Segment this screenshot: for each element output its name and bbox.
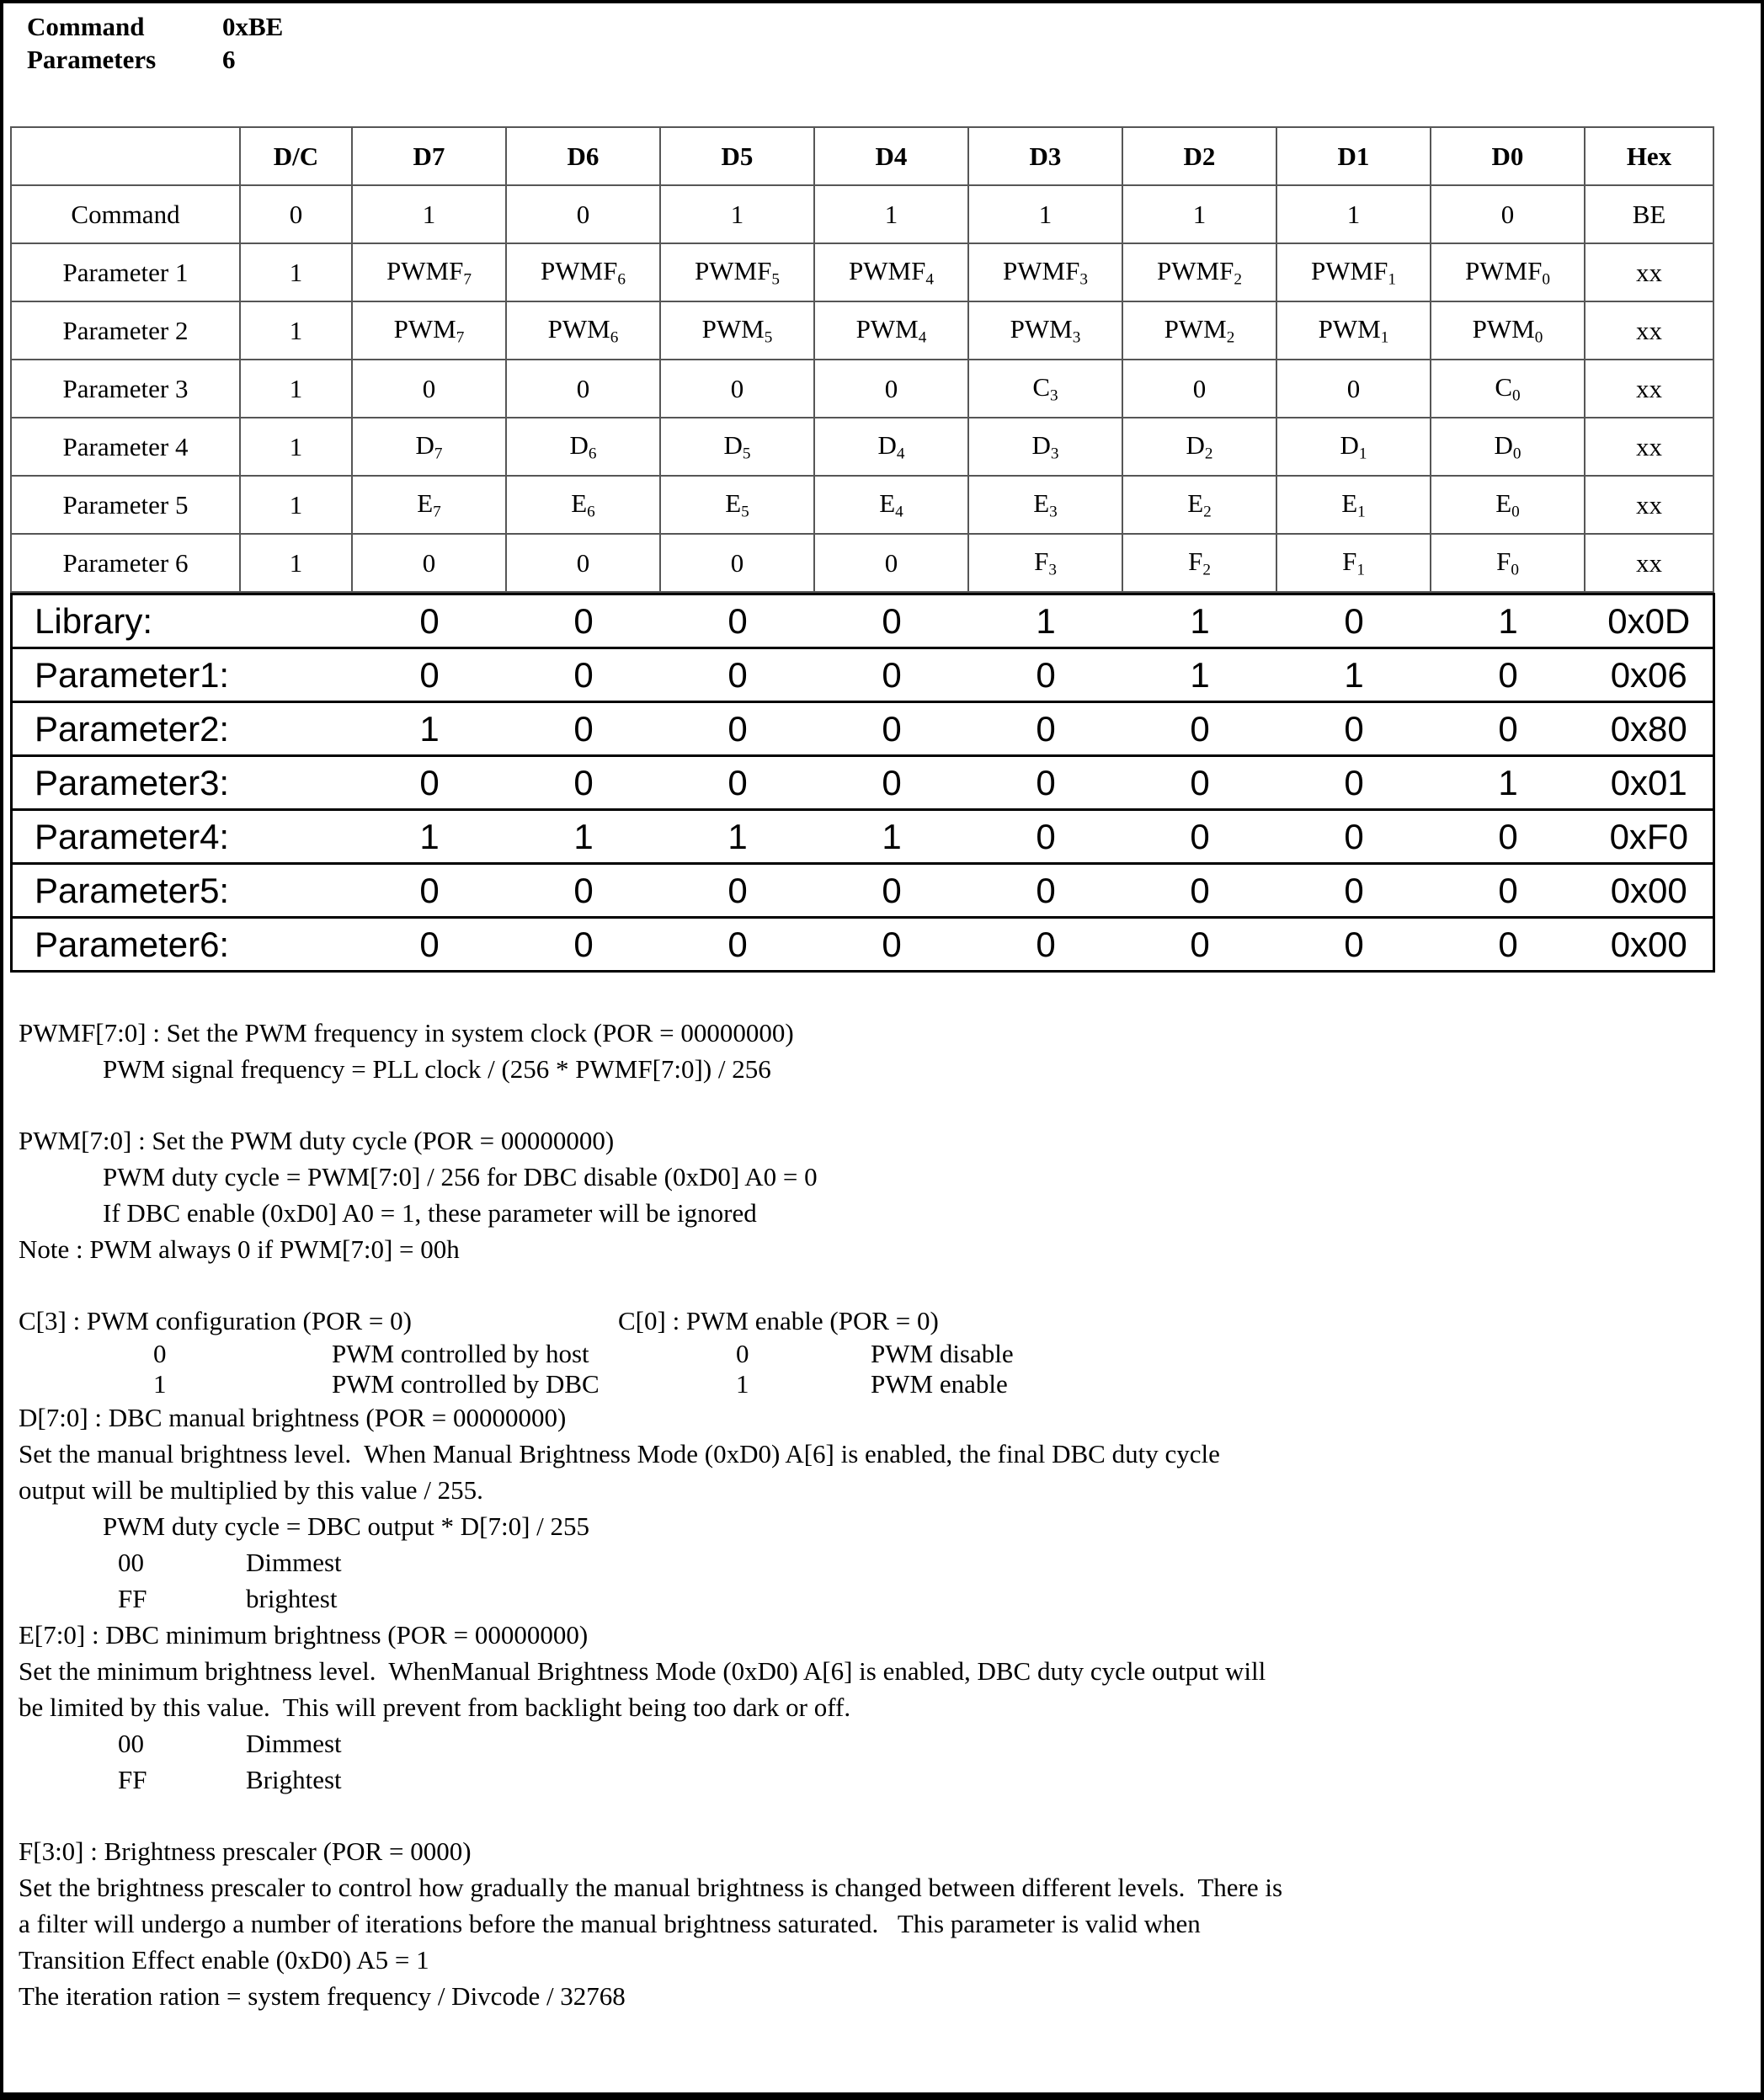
bit-cell: 1 [1122, 185, 1276, 243]
note-section [19, 1015, 1761, 1087]
library-bit-cell: 0 [815, 594, 969, 648]
option-row [618, 1339, 1761, 1369]
bit-cell: $E_3$ [968, 476, 1122, 534]
option-value: 0 [153, 1339, 167, 1368]
bit-cell: $E_2$ [1122, 476, 1276, 534]
option-row [19, 1580, 1761, 1617]
option-row [618, 1369, 1761, 1399]
option-row [19, 1369, 618, 1399]
bit-cell: 1 [660, 185, 814, 243]
command-row [27, 10, 1761, 43]
column-header: D1 [1276, 127, 1431, 185]
note-line: PWMF[7:0] : Set the PWM frequency in system clock (POR = 00000000) [19, 1018, 794, 1047]
library-bit-cell: 1 [353, 810, 507, 864]
bit-cell: 1 [968, 185, 1122, 243]
library-bit-cell: 0 [507, 864, 661, 918]
bit-cell: 0 [506, 534, 660, 592]
library-bit-cell: 1 [1431, 756, 1585, 810]
bit-cell: $E_6$ [506, 476, 660, 534]
library-row-label: Parameter1: [12, 648, 353, 702]
library-bit-cell: 0 [815, 756, 969, 810]
parameters-value: 6 [222, 45, 236, 74]
note-line: output will be multiplied by this value / 255. [19, 1475, 483, 1505]
library-bit-cell: 0 [815, 864, 969, 918]
bit-cell: $C_0$ [1431, 360, 1585, 418]
library-row-label: Parameter2: [12, 702, 353, 756]
note-line: be limited by this value. This will prevent from backlight being too dark or off. [19, 1692, 851, 1722]
command-header [3, 3, 1761, 76]
hex-cell: xx [1585, 360, 1713, 418]
bit-cell: $D_7$ [352, 418, 506, 476]
parameters-row [27, 43, 1761, 76]
option-value: 00 [118, 1548, 144, 1577]
library-row-label: Parameter5: [12, 864, 353, 918]
note-line: Note : PWM always 0 if PWM[7:0] = 00h [19, 1234, 460, 1264]
bit-cell: 0 [660, 360, 814, 418]
bit-cell: $PWM_0$ [1431, 301, 1585, 360]
field-title: C[0] : PWM enable (POR = 0) [618, 1306, 939, 1335]
bit-cell: $PWMF_4$ [814, 243, 968, 301]
library-bit-cell: 0 [661, 594, 815, 648]
note-line: Set the brightness prescaler to control how gradually the manual brightness is changed between different levels. There is [19, 1873, 1283, 1902]
table-header-row [11, 127, 1713, 185]
library-bit-cell: 0 [1123, 810, 1277, 864]
bit-cell: 0 [1276, 360, 1431, 418]
note-section [19, 1303, 1761, 1399]
row-label: Command [11, 185, 240, 243]
library-bit-cell: 1 [507, 810, 661, 864]
option-row [19, 1339, 618, 1369]
bit-cell: 1 [1276, 185, 1431, 243]
hex-cell: xx [1585, 476, 1713, 534]
dc-bit-cell: 1 [240, 476, 352, 534]
table-row [11, 243, 1713, 301]
option-label: PWM controlled by host [332, 1339, 589, 1368]
row-label: Parameter 1 [11, 243, 240, 301]
library-row-label: Parameter6: [12, 918, 353, 972]
bit-cell: $D_1$ [1276, 418, 1431, 476]
library-bit-cell: 0 [661, 918, 815, 972]
note-line: D[7:0] : DBC manual brightness (POR = 00000000) [19, 1403, 567, 1432]
library-bit-cell: 1 [353, 702, 507, 756]
library-bit-cell: 1 [1431, 594, 1585, 648]
option-label: Dimmest [246, 1548, 342, 1577]
note-line: The iteration ration = system frequency / Divcode / 32768 [19, 1981, 626, 2011]
option-value: 00 [118, 1729, 144, 1758]
note-section [19, 1122, 1761, 1267]
library-bit-cell: 0 [1431, 702, 1585, 756]
two-column-block [19, 1303, 1761, 1399]
library-hex-cell: 0x0D [1585, 594, 1714, 648]
library-bit-cell: 0 [1277, 756, 1431, 810]
library-bit-cell: 0 [969, 864, 1123, 918]
library-bit-cell: 0 [661, 756, 815, 810]
library-bit-cell: 1 [661, 810, 815, 864]
column-header: D2 [1122, 127, 1276, 185]
library-row-label: Parameter3: [12, 756, 353, 810]
note-section [19, 1833, 1761, 2014]
option-value: 0 [736, 1339, 749, 1368]
library-hex-cell: 0x00 [1585, 864, 1714, 918]
bit-cell: 0 [352, 534, 506, 592]
library-hex-cell: 0x01 [1585, 756, 1714, 810]
library-bit-cell: 1 [1123, 594, 1277, 648]
note-line: F[3:0] : Brightness prescaler (POR = 0000) [19, 1836, 472, 1866]
bit-cell: $PWM_6$ [506, 301, 660, 360]
bit-cell: 0 [352, 360, 506, 418]
library-bit-cell: 0 [507, 918, 661, 972]
bit-cell: $D_6$ [506, 418, 660, 476]
library-bit-cell: 0 [1277, 702, 1431, 756]
library-row [12, 918, 1714, 972]
library-bit-cell: 0 [507, 756, 661, 810]
row-label: Parameter 3 [11, 360, 240, 418]
parameters-label: Parameters [27, 45, 157, 74]
bit-cell: $D_0$ [1431, 418, 1585, 476]
bit-cell: $PWM_2$ [1122, 301, 1276, 360]
bit-cell: $E_0$ [1431, 476, 1585, 534]
note-line: E[7:0] : DBC minimum brightness (POR = 00000000) [19, 1620, 589, 1650]
bit-cell: $D_4$ [814, 418, 968, 476]
library-row [12, 594, 1714, 648]
bit-cell: $PWMF_2$ [1122, 243, 1276, 301]
bit-cell: 0 [814, 534, 968, 592]
bit-cell: $PWM_5$ [660, 301, 814, 360]
library-hex-cell: 0x80 [1585, 702, 1714, 756]
library-bit-cell: 0 [815, 702, 969, 756]
library-row [12, 810, 1714, 864]
bit-cell: $PWM_3$ [968, 301, 1122, 360]
library-bit-cell: 0 [1431, 918, 1585, 972]
command-value: 0xBE [222, 12, 284, 41]
library-bit-cell: 0 [1277, 810, 1431, 864]
library-hex-cell: 0x06 [1585, 648, 1714, 702]
option-row [19, 1725, 1761, 1762]
library-bit-cell: 0 [353, 918, 507, 972]
library-bit-cell: 0 [1123, 918, 1277, 972]
option-value: 1 [736, 1369, 749, 1399]
note-line: Set the manual brightness level. When Manual Brightness Mode (0xD0) A[6] is enabled, the final DBC duty cycle [19, 1439, 1220, 1468]
note-line: PWM[7:0] : Set the PWM duty cycle (POR = 00000000) [19, 1126, 615, 1155]
library-row [12, 756, 1714, 810]
library-bit-cell: 0 [1123, 756, 1277, 810]
hex-cell: BE [1585, 185, 1713, 243]
note-line: Set the minimum brightness level. WhenManual Brightness Mode (0xD0) A[6] is enabled, DBC duty cycle output will [19, 1656, 1266, 1686]
bit-cell: 1 [352, 185, 506, 243]
bit-cell: 1 [814, 185, 968, 243]
library-row [12, 864, 1714, 918]
library-bit-cell: 0 [969, 648, 1123, 702]
dc-bit-cell: 1 [240, 418, 352, 476]
option-value: FF [118, 1765, 147, 1794]
column-header: Hex [1585, 127, 1713, 185]
library-bit-cell: 0 [1431, 810, 1585, 864]
hex-cell: xx [1585, 418, 1713, 476]
bit-cell: 0 [1122, 360, 1276, 418]
column-header: D0 [1431, 127, 1585, 185]
option-label: Dimmest [246, 1729, 342, 1758]
library-bit-cell: 0 [661, 648, 815, 702]
library-bit-cell: 0 [1277, 864, 1431, 918]
note-line: PWM duty cycle = DBC output * D[7:0] / 255 [103, 1511, 590, 1541]
column-header: D7 [352, 127, 506, 185]
bit-cell: $F_1$ [1276, 534, 1431, 592]
option-row [19, 1544, 1761, 1580]
bit-cell: 0 [660, 534, 814, 592]
bit-cell: $PWMF_5$ [660, 243, 814, 301]
row-label: Parameter 6 [11, 534, 240, 592]
column-header: D3 [968, 127, 1122, 185]
option-label: PWM disable [871, 1339, 1014, 1368]
table-row [11, 185, 1713, 243]
bit-cell: $PWMF_6$ [506, 243, 660, 301]
bit-cell: 0 [1431, 185, 1585, 243]
hex-cell: xx [1585, 534, 1713, 592]
bit-cell: $D_5$ [660, 418, 814, 476]
library-bit-cell: 0 [969, 756, 1123, 810]
dc-bit-cell: 1 [240, 301, 352, 360]
library-bit-cell: 0 [1277, 918, 1431, 972]
bit-cell: $PWMF_0$ [1431, 243, 1585, 301]
library-bit-cell: 0 [815, 648, 969, 702]
bit-cell: $F_0$ [1431, 534, 1585, 592]
note-line: PWM signal frequency = PLL clock / (256 * PWMF[7:0]) / 256 [103, 1054, 771, 1084]
library-row [12, 648, 1714, 702]
bit-cell: $D_2$ [1122, 418, 1276, 476]
bit-cell: $E_1$ [1276, 476, 1431, 534]
library-row-label: Library: [12, 594, 353, 648]
option-label: PWM controlled by DBC [332, 1369, 600, 1399]
library-bit-cell: 0 [815, 918, 969, 972]
note-section [19, 1399, 1761, 1617]
bit-cell: $PWMF_1$ [1276, 243, 1431, 301]
bit-cell: $E_5$ [660, 476, 814, 534]
dc-bit-cell: 1 [240, 534, 352, 592]
bit-cell: $PWMF_7$ [352, 243, 506, 301]
library-bit-cell: 0 [353, 756, 507, 810]
right-column [618, 1303, 1761, 1399]
column-header [11, 127, 240, 185]
dc-bit-cell: 1 [240, 360, 352, 418]
bit-cell: $PWM_4$ [814, 301, 968, 360]
command-label: Command [27, 12, 145, 41]
library-bit-cell: 0 [507, 594, 661, 648]
note-line: PWM duty cycle = PWM[7:0] / 256 for DBC disable (0xD0] A0 = 0 [103, 1162, 818, 1191]
bit-cell: $D_3$ [968, 418, 1122, 476]
bit-cell: $C_3$ [968, 360, 1122, 418]
note-line: Transition Effect enable (0xD0) A5 = 1 [19, 1945, 429, 1975]
library-bit-cell: 0 [661, 864, 815, 918]
bit-cell: $E_7$ [352, 476, 506, 534]
library-bit-cell: 0 [353, 864, 507, 918]
note-line: a filter will undergo a number of iterations before the manual brightness saturated. This parameter is valid when [19, 1909, 1201, 1938]
option-label: PWM enable [871, 1369, 1008, 1399]
library-bit-cell: 1 [815, 810, 969, 864]
note-section [19, 1617, 1761, 1798]
bit-cell: 0 [506, 360, 660, 418]
library-bit-cell: 0 [1431, 648, 1585, 702]
option-label: brightest [246, 1584, 338, 1613]
library-bit-cell: 1 [1277, 648, 1431, 702]
library-bit-cell: 1 [969, 594, 1123, 648]
library-bit-cell: 0 [969, 702, 1123, 756]
column-header: D4 [814, 127, 968, 185]
left-column [19, 1303, 618, 1399]
table-row [11, 360, 1713, 418]
table-row [11, 418, 1713, 476]
bit-cell: 0 [506, 185, 660, 243]
library-values-table [10, 593, 1715, 973]
table-row [11, 301, 1713, 360]
library-bit-cell: 1 [1123, 648, 1277, 702]
library-bit-cell: 0 [1431, 864, 1585, 918]
bit-cell: $PWM_1$ [1276, 301, 1431, 360]
library-bit-cell: 0 [661, 702, 815, 756]
table-row [11, 534, 1713, 592]
row-label: Parameter 4 [11, 418, 240, 476]
library-bit-cell: 0 [1123, 864, 1277, 918]
library-bit-cell: 0 [507, 702, 661, 756]
option-row [19, 1762, 1761, 1798]
field-title: C[3] : PWM configuration (POR = 0) [19, 1306, 412, 1335]
library-bit-cell: 0 [969, 918, 1123, 972]
library-bit-cell: 0 [353, 648, 507, 702]
bit-cell: $PWM_7$ [352, 301, 506, 360]
bit-cell: $E_4$ [814, 476, 968, 534]
library-bit-cell: 0 [507, 648, 661, 702]
notes [19, 1015, 1761, 2014]
option-label: Brightest [246, 1765, 342, 1794]
column-header: D5 [660, 127, 814, 185]
note-line: If DBC enable (0xD0] A0 = 1, these parameter will be ignored [103, 1198, 757, 1228]
row-label: Parameter 2 [11, 301, 240, 360]
bit-cell: $F_2$ [1122, 534, 1276, 592]
column-header: D6 [506, 127, 660, 185]
library-bit-cell: 0 [1277, 594, 1431, 648]
row-label: Parameter 5 [11, 476, 240, 534]
library-hex-cell: 0x00 [1585, 918, 1714, 972]
option-value: FF [118, 1584, 147, 1613]
library-hex-cell: 0xF0 [1585, 810, 1714, 864]
dc-bit-cell: 0 [240, 185, 352, 243]
library-row-label: Parameter4: [12, 810, 353, 864]
bit-definition-table [10, 126, 1714, 593]
table-row [11, 476, 1713, 534]
bit-cell: $F_3$ [968, 534, 1122, 592]
option-value: 1 [153, 1369, 167, 1399]
dc-bit-cell: 1 [240, 243, 352, 301]
library-bit-cell: 0 [353, 594, 507, 648]
library-bit-cell: 0 [1123, 702, 1277, 756]
column-header: D/C [240, 127, 352, 185]
hex-cell: xx [1585, 243, 1713, 301]
library-bit-cell: 0 [969, 810, 1123, 864]
library-row [12, 702, 1714, 756]
bit-cell: 0 [814, 360, 968, 418]
hex-cell: xx [1585, 301, 1713, 360]
bit-cell: $PWMF_3$ [968, 243, 1122, 301]
